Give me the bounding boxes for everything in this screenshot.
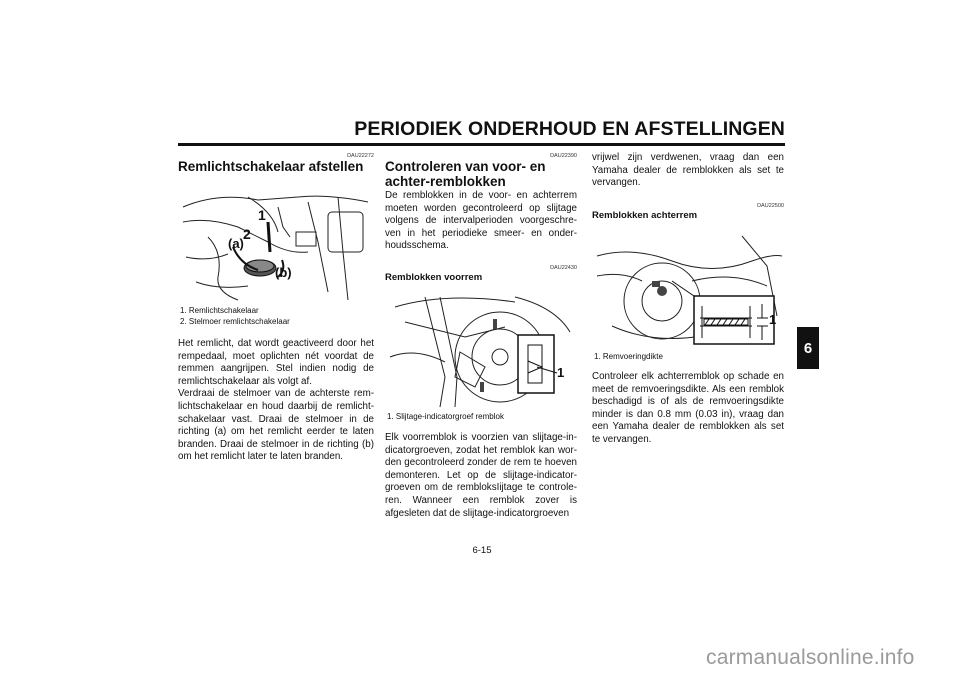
intro-text: De remblokken in de voor- en achterrem moeten worden gecontroleerd op slijtage volgens de intervalperioden voorgeschre-ven in het periodieke smeer- en onder-houdsschema. bbox=[385, 190, 577, 252]
front-brake-figure bbox=[385, 287, 577, 409]
callout-1: 1 bbox=[258, 207, 266, 223]
subheading-rear-brake: Remblokken achterrem bbox=[592, 210, 698, 221]
subheading-front-brake: Remblokken voorrem bbox=[385, 272, 483, 283]
continuation-text: vrijwel zijn verdwenen, vraag dan een Yamaha dealer de remblokken als set te vervangen. bbox=[592, 152, 784, 189]
body-text bbox=[178, 338, 374, 464]
section-heading: Controleren van voor- en achter-remblokken bbox=[385, 159, 546, 189]
caption-item: 1. Remlichtschakelaar bbox=[180, 306, 259, 315]
section-code: DAU22390 bbox=[550, 153, 577, 159]
rear-brake-figure bbox=[592, 226, 784, 348]
section-heading: Remlichtschakelaar afstellen bbox=[178, 159, 364, 174]
header-rule bbox=[178, 143, 785, 146]
chapter-tab: 6 bbox=[797, 327, 819, 369]
callout-b: (b) bbox=[275, 265, 292, 280]
subsection-code: DAU22430 bbox=[550, 265, 577, 271]
paragraph: Controleer elk achterremblok op schade en meet de remvoeringsdikte. Als een remblok beschadigd is of als de remvoeringsdikte minder is dan 0.8 mm (0.03 in), vraag dan een Yamaha dealer de remblokken als set te vervangen. bbox=[592, 371, 784, 445]
paragraph: Het remlicht, dat wordt geactiveerd door het rempedaal, moet oplichten nét voordat de remmen aangrijpen. Stel indien nodig de remlichtschakelaar als volgt af. bbox=[178, 338, 374, 387]
caption-item: 2. Stelmoer remlichtschakelaar bbox=[180, 317, 290, 326]
watermark: carmanualsonline.info bbox=[706, 646, 915, 669]
callout-2: 2 bbox=[243, 226, 251, 242]
section-code: DAU22272 bbox=[347, 153, 374, 159]
subsection-code: DAU22500 bbox=[757, 203, 784, 209]
figure-caption bbox=[180, 305, 376, 327]
paragraph: Elk voorremblok is voorzien van slijtage-in-dicatorgroeven, zodat het remblok kan wor-den gecontroleerd zonder de rem te hoeven demonteren. Let op de slijtage-indicator-groeven om de rembloksIijtage te controle-ren. Wanneer een remblok zover is afgesleten dat de slijtage-indicatorgroeven bbox=[385, 432, 577, 519]
page-number: 6-15 bbox=[472, 545, 492, 556]
figure-caption: 1. Remvoeringdikte bbox=[594, 352, 663, 361]
callout-1: 1 bbox=[769, 312, 777, 327]
page-title: PERIODIEK ONDERHOUD EN AFSTELLINGEN bbox=[354, 118, 785, 140]
brake-switch-figure bbox=[178, 182, 374, 304]
paragraph: Verdraai de stelmoer van de achterste rem-lichtschakelaar en houd daarbij de remlicht-schakelaar vast. Draai de stelmoer in de richting (a) om het remlicht eerder te laten branden. Draai de stelmoer in de richting (b) om het remlicht later te laten branden. bbox=[178, 388, 374, 463]
callout-a: (a) bbox=[228, 236, 244, 251]
figure-caption: 1. Slijtage-indicatorgroef remblok bbox=[387, 412, 504, 421]
callout-1: 1 bbox=[557, 365, 565, 380]
